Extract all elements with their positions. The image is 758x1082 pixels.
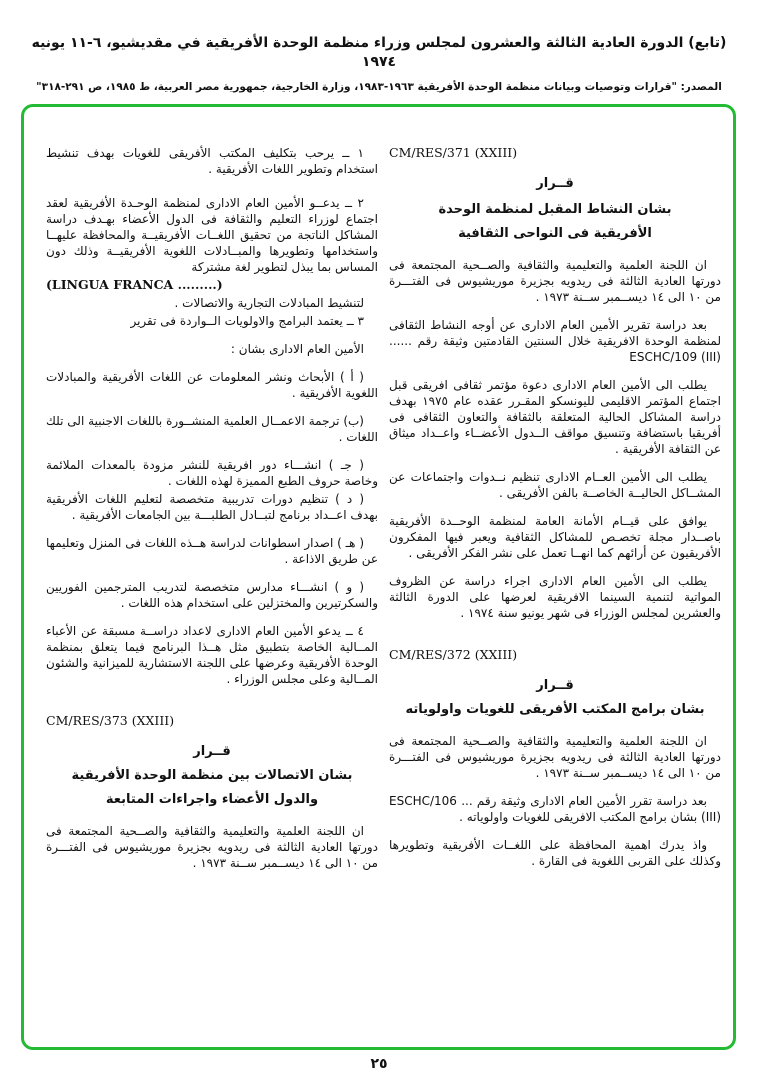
resolution-code-373: CM/RES/373 (XXIII) bbox=[46, 713, 175, 728]
sub-item-e: ( هـ ) اصدار اسطوانات لدراسة هــذه اللغات فى المنزل وتعليمها عن طريق الاذاعة . bbox=[46, 536, 378, 566]
left-column bbox=[46, 145, 378, 1031]
paragraph: بعد دراسة تقرير الأمين العام الادارى عن أوجه النشاط الثقافى لمنظمة الوحدة الافريقية خلال السنتين القادمتين وثيقة رقم ...... ESCHC/109 (III) bbox=[389, 318, 721, 364]
sub-item-a: ( أ ) الأبحاث ونشر المعلومات عن اللغات الأفريقية والمبادلات اللغوية الأفريقية . bbox=[46, 370, 378, 400]
content-frame bbox=[21, 104, 736, 1050]
paragraph: يطلب الى الأمين العام الادارى دعوة مؤتمر ثقافى افريقى قبل اجتماع المؤتمر الاقليمى لليونسكو المقـرر عقده عام ١٩٧٥ بهدف دراسة المشاكل الحالية المتعلقة بالثقافة والتعاون الثقافى فى أفريقيا باستضافة وتنسيق مواقف الــدول الأعضــاء واعــداد ميثاق عن الثقافة الأفريقية . bbox=[389, 378, 721, 456]
right-column bbox=[389, 145, 721, 1031]
paragraph: يوافق على قيــام الأمانة العامة لمنظمة الوحــدة الأفريقية باصــدار مجلة تخصـص للمشاكل الثقافية ويعبر فيها المفكرون الأفريقيون عن أرائهم كما انهــا تعمل على نشر الفكر الأفريقى . bbox=[389, 514, 721, 560]
clause-2-end: لتنشيط المبادلات التجارية والاتصالات . bbox=[174, 296, 364, 310]
clause-3-cont: الأمين العام الادارى بشان : bbox=[230, 342, 364, 356]
clause-2: ٢ ــ يدعــو الأمين العام الادارى لمنظمة الوحـدة الأفريقية لعقد اجتماع لوزراء التعليم والثقافة فى الدول الأعضاء بهـدف دراسة المشاكل الناتجة من تحقيق اللغــات الأفريقيــة والمحافظة عليهــا واستخدامها وتطويرها والمبــادلات اللغوية الأفريقيــة وذلك دون المساس بما يبذل لتطوير لغة مشتركة bbox=[46, 196, 378, 274]
sub-item-b: (ب) ترجمة الاعمــال العلمية المنشــورة باللغات الاجنبية الى تلك اللغات . bbox=[46, 414, 378, 444]
resolution-code-372: CM/RES/372 (XXIII) bbox=[389, 647, 518, 662]
page-number: ٢٥ bbox=[370, 1056, 388, 1072]
source-citation: المصدر: "قرارات وتوصيات وبيانات منظمة الوحدة الأفريقية ١٩٦٣-١٩٨٣، وزارة الخارجية، جمهورية مصر العربية، ط ١٩٨٥، ص ٢٩١-٣١٨" bbox=[36, 81, 722, 93]
resolution-code-371: CM/RES/371 (XXIII) bbox=[389, 145, 518, 160]
resolution-title: بشان برامج المكتب الأفريقى للغويات واولوياته bbox=[405, 702, 705, 717]
resolution-title: الأفريقية فى النواحى الثقافية bbox=[458, 226, 652, 241]
resolution-heading: قــرار bbox=[536, 176, 574, 191]
resolution-title: بشان النشاط المقبل لمنظمة الوحدة bbox=[438, 202, 672, 217]
paragraph: ان اللجنة العلمية والتعليمية والثقافية والصــحية المجتمعة فى دورتها العادية الثالثة فى ريدويه بجزيرة موريشيوس فى الفتـــرة من ١٠ الى ١٤ ديســمبر ســنة ١٩٧٣ . bbox=[389, 734, 721, 780]
sub-item-c: ( جـ ) انشـــاء دور افريقية للنشر مزودة بالمعدات الملائمة وخاصة حروف الطبع المميزة لهذه اللغات . bbox=[46, 458, 378, 488]
paragraph: يطلب الى الأمين العام الادارى اجراء دراسة عن الظروف المواتية لتنمية السينما الافريقية لعرضها على الدورة الثالثة والعشرين لمجلس الوزراء فى شهر يونيو سنة ١٩٧٤ . bbox=[389, 574, 721, 620]
resolution-heading: قــرار bbox=[536, 678, 574, 693]
paragraph: واذ يدرك اهمية المحافظة على اللغــات الأفريقية وتطويرها وكذلك على القربى اللغوية فى القارة . bbox=[389, 838, 721, 868]
paragraph: بعد دراسة تقرر الأمين العام الادارى وثيقة رقم ... ESCHC/106 (III) بشان برامج المكتب الافريقى للغويات واولوياته . bbox=[389, 794, 721, 824]
clause-3: ٣ ــ يعتمد البرامج والاولويات الــواردة فى تقرير bbox=[130, 314, 364, 328]
sub-item-d: ( د ) تنظيم دورات تدريبية متخصصة لتعليم اللغات الأفريقية بهدف اعــداد برنامج لتبــادل الطلبـــة بين الجامعات الأفريقية . bbox=[46, 492, 378, 522]
resolution-title: بشان الاتصالات بين منظمة الوحدة الأفريقية bbox=[71, 768, 353, 783]
sub-item-f: ( و ) انشـــاء مدارس متخصصة لتدريب المترجمين الفوريين والسكرتيرين والمختزلين على استخدام هذه اللغات . bbox=[46, 580, 378, 610]
lingua-franca-note: (LINGUA FRANCA .........) bbox=[46, 277, 223, 292]
page-header bbox=[0, 0, 758, 94]
clause-4: ٤ ــ يدعو الأمين العام الادارى لاعداد دراســة مسبقة عن الأعباء المــالية الخاصة بتطبيق مثل هــذا البرنامج فيما يتعلق بمنظمة الوحدة الأفريقية وعرضها على اللجنة الاستشارية للميزانية والشئون المــالية وعلى مجلس الوزراء . bbox=[46, 624, 378, 686]
paragraph: ان اللجنة العلمية والتعليمية والثقافية والصــحية المجتمعة فى دورتها العادية الثالثة فى ريدويه بجزيرة موريشيوس فى الفتـــرة من ١٠ الى ١٤ ديســمبر ســنة ١٩٧٣ . bbox=[46, 824, 378, 870]
resolution-title: والدول الأعضاء واجراءات المتابعة bbox=[105, 792, 319, 807]
paragraph: ان اللجنة العلمية والتعليمية والثقافية والصــحية المجتمعة فى دورتها العادية الثالثة فى ريدويه بجزيرة موريشيوس فى الفتـــرة من ١٠ الى ١٤ ديســمبر ســنة ١٩٧٣ . bbox=[389, 258, 721, 304]
clause-1: ١ ــ يرحب بتكليف المكتب الأفريقى للغويات بهدف تنشيط استخدام وتطوير اللغات الأفريقية . bbox=[46, 146, 378, 176]
paragraph: يطلب الى الأمين العــام الادارى تنظيم نــدوات واجتماعات عن المشــاكل الحاليــة الخاصــة بالفن الأفريقى . bbox=[389, 470, 721, 500]
page-header-title: (تابع) الدورة العادية الثالثة والعشرون لمجلس وزراء منظمة الوحدة الأفريقية في مقديشيو، ٦-١١ يونيه ١٩٧٤ bbox=[31, 35, 727, 70]
resolution-heading: قــرار bbox=[193, 744, 231, 759]
